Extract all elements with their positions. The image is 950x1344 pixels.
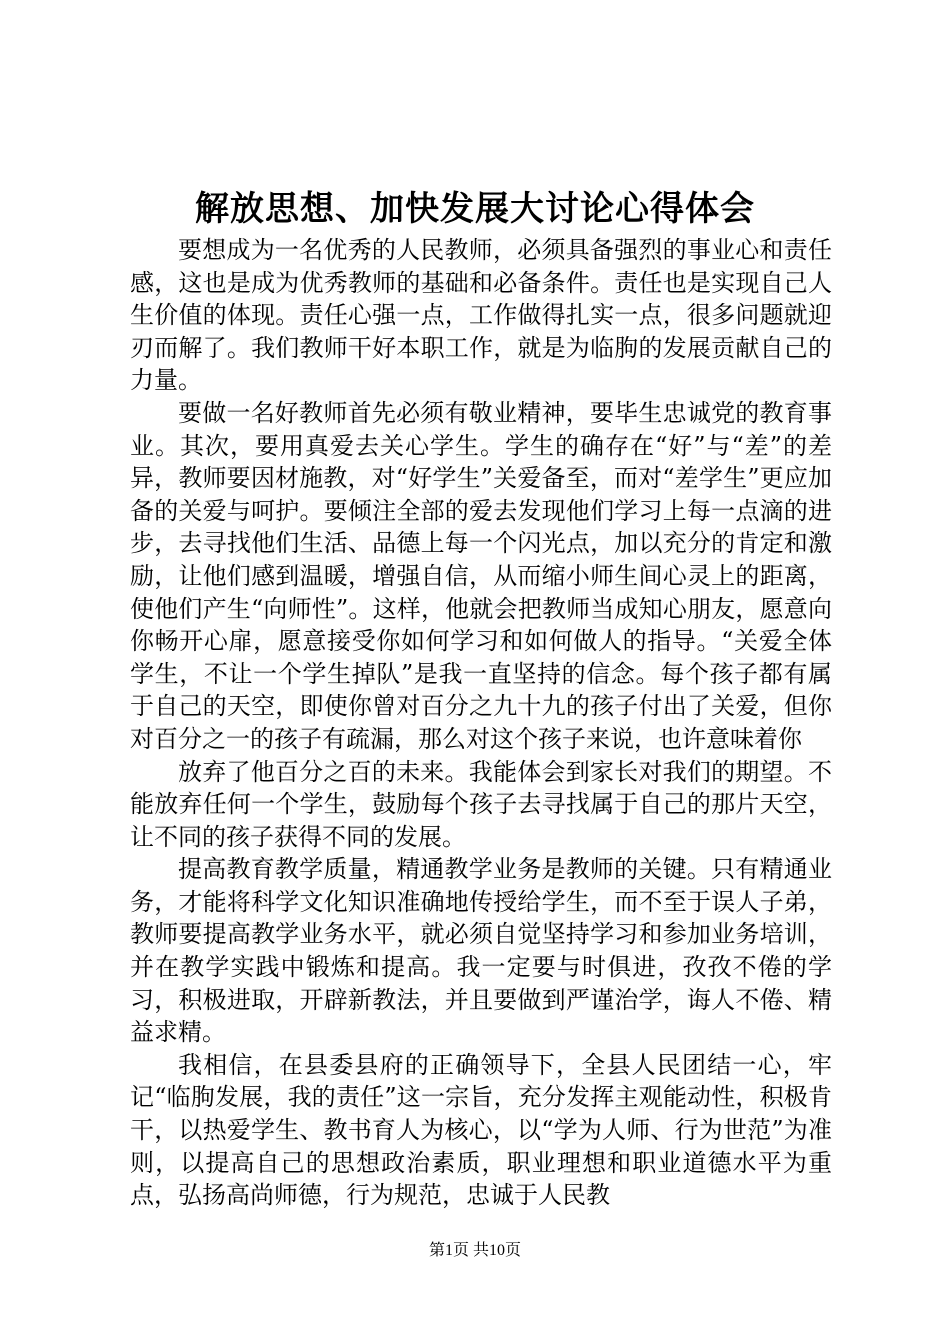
paragraph: 要做一名好教师首先必须有敬业精神，要毕生忠诚党的教育事业。其次，要用真爱去关心学生。学生的确存在“好”与“差”的差异，教师要因材施教，对“好学生”关爱备至，而对“差学生”更应加备的关爱与呵护。要倾注全部的爱去发现他们学习上每一点滴的进步，去寻找他们生活、品德上每一个闪光点，加以充分的肯定和激励，让他们感到温暖，增强自信，从而缩小师生间心灵上的距离，使他们产生“向师性”。这样，他就会把教师当成知心朋友，愿意向你畅开心扉，愿意接受你如何学习和如何做人的指导。“关爱全体学生，不让一个学生掉队”是我一直坚持的信念。每个孩子都有属于自己的天空，即使你曾对百分之九十九的孩子付出了关爱，但你对百分之一的孩子有疏漏，那么对这个孩子来说，也许意味着你	[130, 398, 832, 753]
page-footer: 第1页 共10页	[428, 1242, 521, 1259]
document-title: 解放思想、加快发展大讨论心得体会	[195, 189, 755, 229]
paragraph: 放弃了他百分之百的未来。我能体会到家长对我们的期望。不能放弃任何一个学生，鼓励每个孩子去寻找属于自己的那片天空，让不同的孩子获得不同的发展。	[130, 757, 832, 851]
paragraph: 要想成为一名优秀的人民教师，必须具备强烈的事业心和责任感，这也是成为优秀教师的基础和必备条件。责任也是实现自己人生价值的体现。责任心强一点，工作做得扎实一点，很多问题就迎刃而解了。我们教师干好本职工作，就是为临朐的发展贡献自己的力量。	[130, 236, 832, 395]
paragraph: 提高教育教学质量，精通教学业务是教师的关键。只有精通业务，才能将科学文化知识准确地传授给学生，而不至于误人子弟，教师要提高教学业务水平，就必须自觉坚持学习和参加业务培训，并在教学实践中锻炼和提高。我一定要与时俱进，孜孜不倦的学习，积极进取，开辟新教法，并且要做到严谨治学，诲人不倦、精益求精。	[130, 855, 832, 1047]
document-body	[130, 234, 832, 1212]
paragraph: 我相信，在县委县府的正确领导下，全县人民团结一心，牢记“临朐发展，我的责任”这一宗旨，充分发挥主观能动性，积极肯干，以热爱学生、教书育人为核心，以“学为人师、行为世范”为准则，以提高自己的思想政治素质，职业理想和职业道德水平为重点，弘扬高尚师德，行为规范，忠诚于人民教	[130, 1050, 832, 1210]
